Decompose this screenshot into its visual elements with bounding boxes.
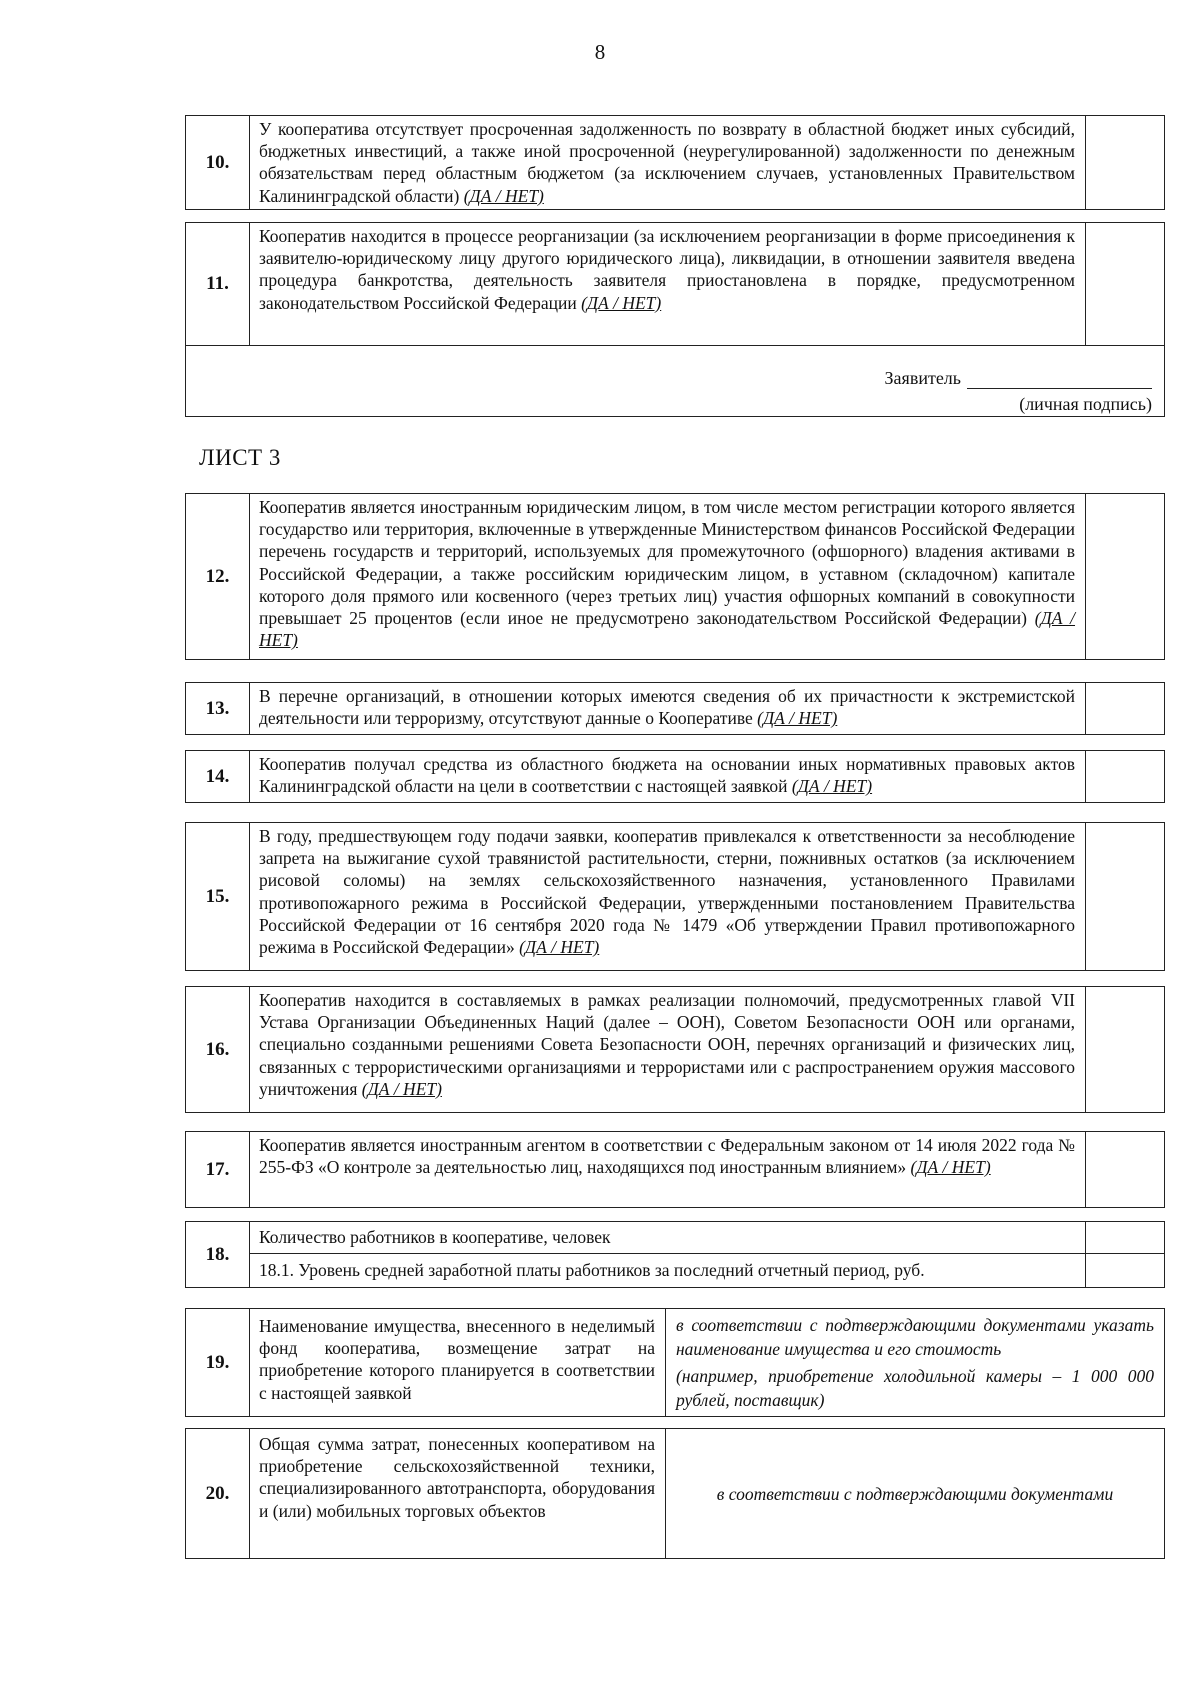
item-number: 15. (186, 823, 250, 971)
answer-cell[interactable] (1086, 494, 1165, 660)
answer-hint: в соответствии с подтверждающими документами (716, 1483, 1114, 1504)
answer-cell[interactable] (1086, 1254, 1165, 1288)
item-14 (185, 750, 1165, 803)
item-text: У кооператива отсутствует просроченная задолженность по возврату в областной бюджет иных субсидий, бюджетных инвестиций, а также иной просроченной (неурегулированной) задолженности по денежным обязательствам перед областным бюджетом (за исключением случаев, установленных Правительством Калининградской области) (ДА / НЕТ) (250, 116, 1086, 210)
answer-cell[interactable] (1086, 1222, 1165, 1254)
item-20 (185, 1428, 1165, 1559)
answer-cell[interactable] (1086, 823, 1165, 971)
answer-cell[interactable] (1086, 223, 1165, 346)
item-number: 20. (186, 1429, 250, 1559)
signature-block (186, 346, 1165, 417)
item-16 (185, 986, 1165, 1113)
item-19 (185, 1308, 1165, 1417)
item-text: Кооператив получал средства из областного бюджета на основании иных нормативных правовых актов Калининградской области на цели в соответствии с настоящей заявкой (ДА / НЕТ) (250, 751, 1086, 803)
signature-line[interactable]: Заявитель (885, 368, 1152, 389)
answer-example: (например, приобретение холодильной камеры – 1 000 000 рублей, поставщик) (676, 1366, 1154, 1410)
item-number: 10. (186, 116, 250, 210)
answer-cell[interactable] (1086, 987, 1165, 1113)
answer-cell[interactable] (1086, 751, 1165, 803)
signature-note: (личная подпись) (1019, 394, 1152, 414)
item-10 (185, 115, 1165, 210)
item-text: Кооператив находится в процессе реорганизации (за исключением реорганизации в форме присоединения к заявителю-юридическому лицу другого юридического лица), ликвидации, в отношении заявителя введена процедура банкротства, деятельность заявителя приостановлена в порядке, предусмотренном законодательством Российской Федерации (ДА / НЕТ) (250, 223, 1086, 346)
item-text: В году, предшествующем году подачи заявки, кооператив привлекался к ответственности за несоблюдение запрета на выжигание сухой травянистой растительности, стерни, пожнивных остатков (за исключением рисовой соломы) на землях сельскохозяйственного назначения, установленного Правилами противопожарного режима в Российской Федерации, утвержденными постановлением Правительства Российской Федерации от 16 сентября 2020 года № 1479 «Об утверждении Правил противопожарного режима в Российской Федерации» (ДА / НЕТ) (250, 823, 1086, 971)
item-text: Кооператив находится в составляемых в рамках реализации полномочий, предусмотренных главой VII Устава Организации Объединенных Наций (далее – ООН), Советом Безопасности ООН или органами, специально созданными решениями Совета Безопасности ООН, перечнях организаций и физических лиц, связанных с террористическими организациями и террористами или с распространением оружия массового уничтожения (ДА / НЕТ) (250, 987, 1086, 1113)
answer-cell[interactable] (666, 1429, 1165, 1559)
item-12 (185, 493, 1165, 660)
sheet-title: ЛИСТ 3 (199, 445, 281, 470)
item-number: 13. (186, 683, 250, 735)
item-text: Наименование имущества, внесенного в неделимый фонд кооператива, возмещение затрат на приобретение которого планируется в соответствии с настоящей заявкой (250, 1309, 666, 1417)
item-18 (185, 1221, 1165, 1288)
item-text: Кооператив является иностранным юридическим лицом, в том числе местом регистрации которого является государство или территория, включенные в утвержденные Министерством финансов Российской Федерации перечень государств и территорий, используемых для промежуточного (офшорного) владения активами в Российской Федерации, а также российским юридическим лицом, в уставном (складочном) капитале которого доля прямого или косвенного (через третьих лиц) участия офшорных компаний в совокупности превышает 25 процентов (если иное не предусмотрено законодательством Российской Федерации) (ДА / НЕТ) (250, 494, 1086, 660)
item-number: 19. (186, 1309, 250, 1417)
item-number: 14. (186, 751, 250, 803)
item-text: Общая сумма затрат, понесенных кооперативом на приобретение сельскохозяйственной техники, специализированного автотранспорта, оборудования и (или) мобильных торговых объектов (250, 1429, 666, 1559)
item-number: 11. (186, 223, 250, 346)
answer-cell[interactable] (1086, 683, 1165, 735)
item-11 (185, 222, 1165, 417)
item-number: 17. (186, 1132, 250, 1208)
item-text: В перечне организаций, в отношении которых имеются сведения об их причастности к экстремистской деятельности или терроризму, отсутствуют данные о Кооперативе (ДА / НЕТ) (250, 683, 1086, 735)
item-number: 12. (186, 494, 250, 660)
answer-cell[interactable] (1086, 1132, 1165, 1208)
answer-hint: в соответствии с подтверждающими документами указать наименование имущества и его стоимость (676, 1315, 1154, 1359)
item-text: Количество работников в кооперативе, человек (250, 1222, 1086, 1254)
item-number: 16. (186, 987, 250, 1113)
item-text: Кооператив является иностранным агентом в соответствии с Федеральным законом от 14 июля 2022 года № 255-ФЗ «О контроле за деятельностью лиц, находящихся под иностранным влиянием» (ДА / НЕТ) (250, 1132, 1086, 1208)
item-15 (185, 822, 1165, 971)
answer-cell[interactable] (1086, 116, 1165, 210)
answer-cell[interactable] (666, 1309, 1165, 1417)
item-13 (185, 682, 1165, 735)
page-number: 8 (594, 40, 606, 64)
item-17 (185, 1131, 1165, 1208)
item-text: 18.1. Уровень средней заработной платы работников за последний отчетный период, руб. (250, 1254, 1086, 1288)
item-number: 18. (186, 1222, 250, 1288)
